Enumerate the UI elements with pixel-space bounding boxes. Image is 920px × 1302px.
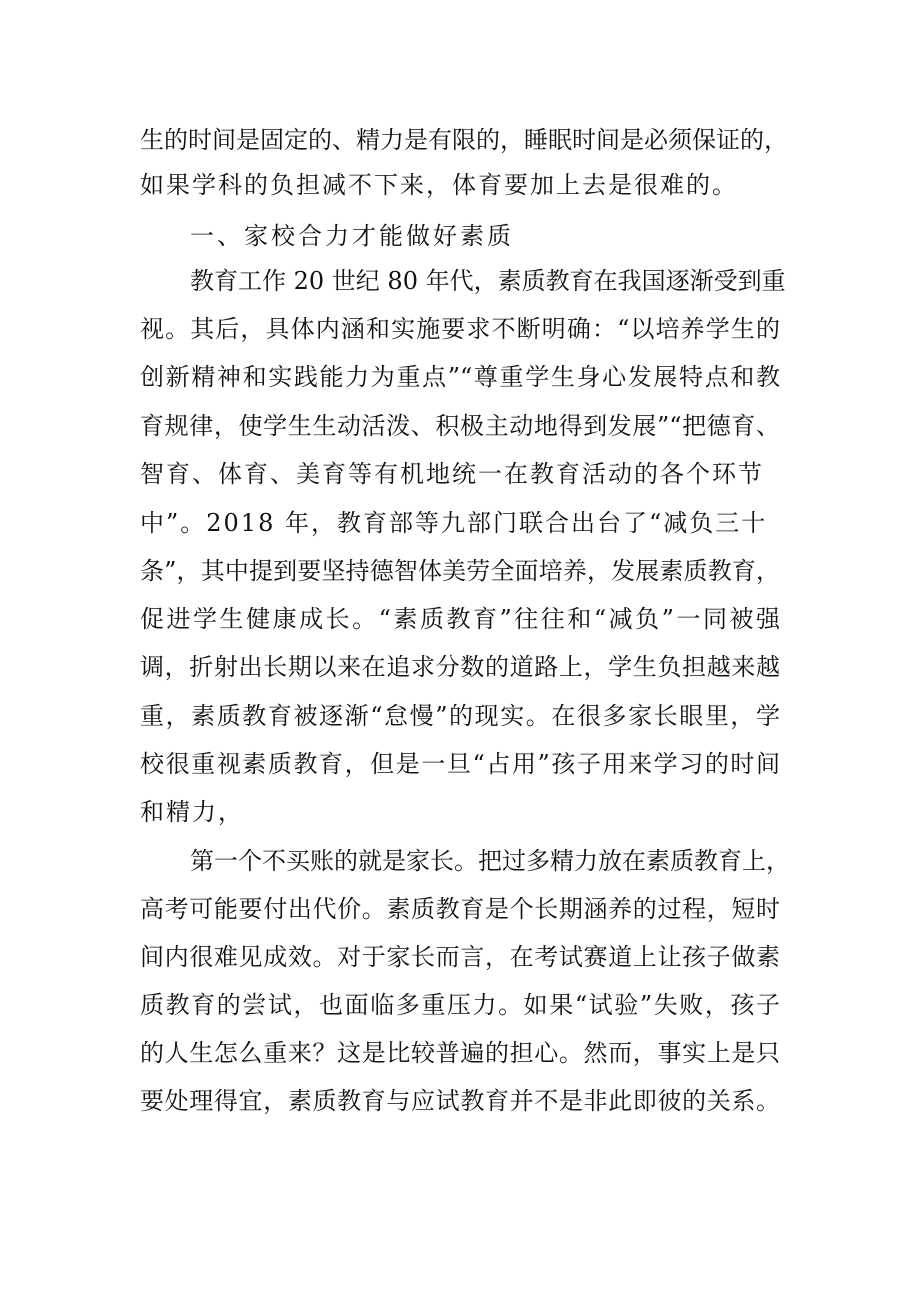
text-line-2: 如果学科的负担减不下来，体育要加上去是很难的。 xyxy=(140,171,738,199)
text-line-14: 校很重视素质教育，但是一旦“占用”孩子用来学习的时间 xyxy=(140,750,780,778)
section-heading: 一、家校合力才能做好素质 xyxy=(190,222,514,250)
text-line-6: 创新精神和实践能力为重点”“尊重学生身心发展特点和教 xyxy=(140,363,780,391)
text-line-13: 重，素质教育被逐渐“怠慢”的现实。在很多家长眼里，学 xyxy=(140,702,780,730)
text-line-15: 和精力， xyxy=(140,798,244,826)
text-line-19: 质教育的尝试，也面临多重压力。如果“试验”失败，孩子 xyxy=(140,991,780,1019)
text-line-10: 条”，其中提到要坚持德智体美劳全面培养，发展素质教育， xyxy=(140,557,780,585)
text-line-9: 中”。2018 年，教育部等九部门联合出台了“减负三十 xyxy=(140,509,768,537)
text-line-7: 育规律，使学生生动活泼、积极主动地得到发展”“把德育、 xyxy=(140,412,780,440)
text-line-8: 智育、体育、美育等有机地统一在教育活动的各个环节 xyxy=(140,460,764,488)
text-line-21: 要处理得宜，素质教育与应试教育并不是非此即彼的关系。 xyxy=(140,1087,780,1115)
text-line-17: 高考可能要付出代价。素质教育是个长期涵养的过程，短时 xyxy=(140,895,780,923)
text-line-12: 调，折射出长期以来在追求分数的道路上，学生负担越来越 xyxy=(140,653,780,681)
text-line-4: 教育工作 20 世纪 80 年代，素质教育在我国逐渐受到重 xyxy=(190,267,786,295)
text-line-1: 生的时间是固定的、精力是有限的，睡眠时间是必须保证的， xyxy=(140,126,788,154)
text-line-16: 第一个不买账的就是家长。把过多精力放在素质教育上， xyxy=(190,847,790,875)
text-line-18: 间内很难见成效。对于家长而言，在考试赛道上让孩子做素 xyxy=(140,943,780,971)
text-line-5: 视。其后，具体内涵和实施要求不断明确：“以培养学生的 xyxy=(140,315,780,343)
text-line-11: 促进学生健康成长。“素质教育”往往和“减负”一同被强 xyxy=(140,605,780,633)
text-line-20: 的人生怎么重来？这是比较普遍的担心。然而，事实上是只 xyxy=(140,1039,780,1067)
